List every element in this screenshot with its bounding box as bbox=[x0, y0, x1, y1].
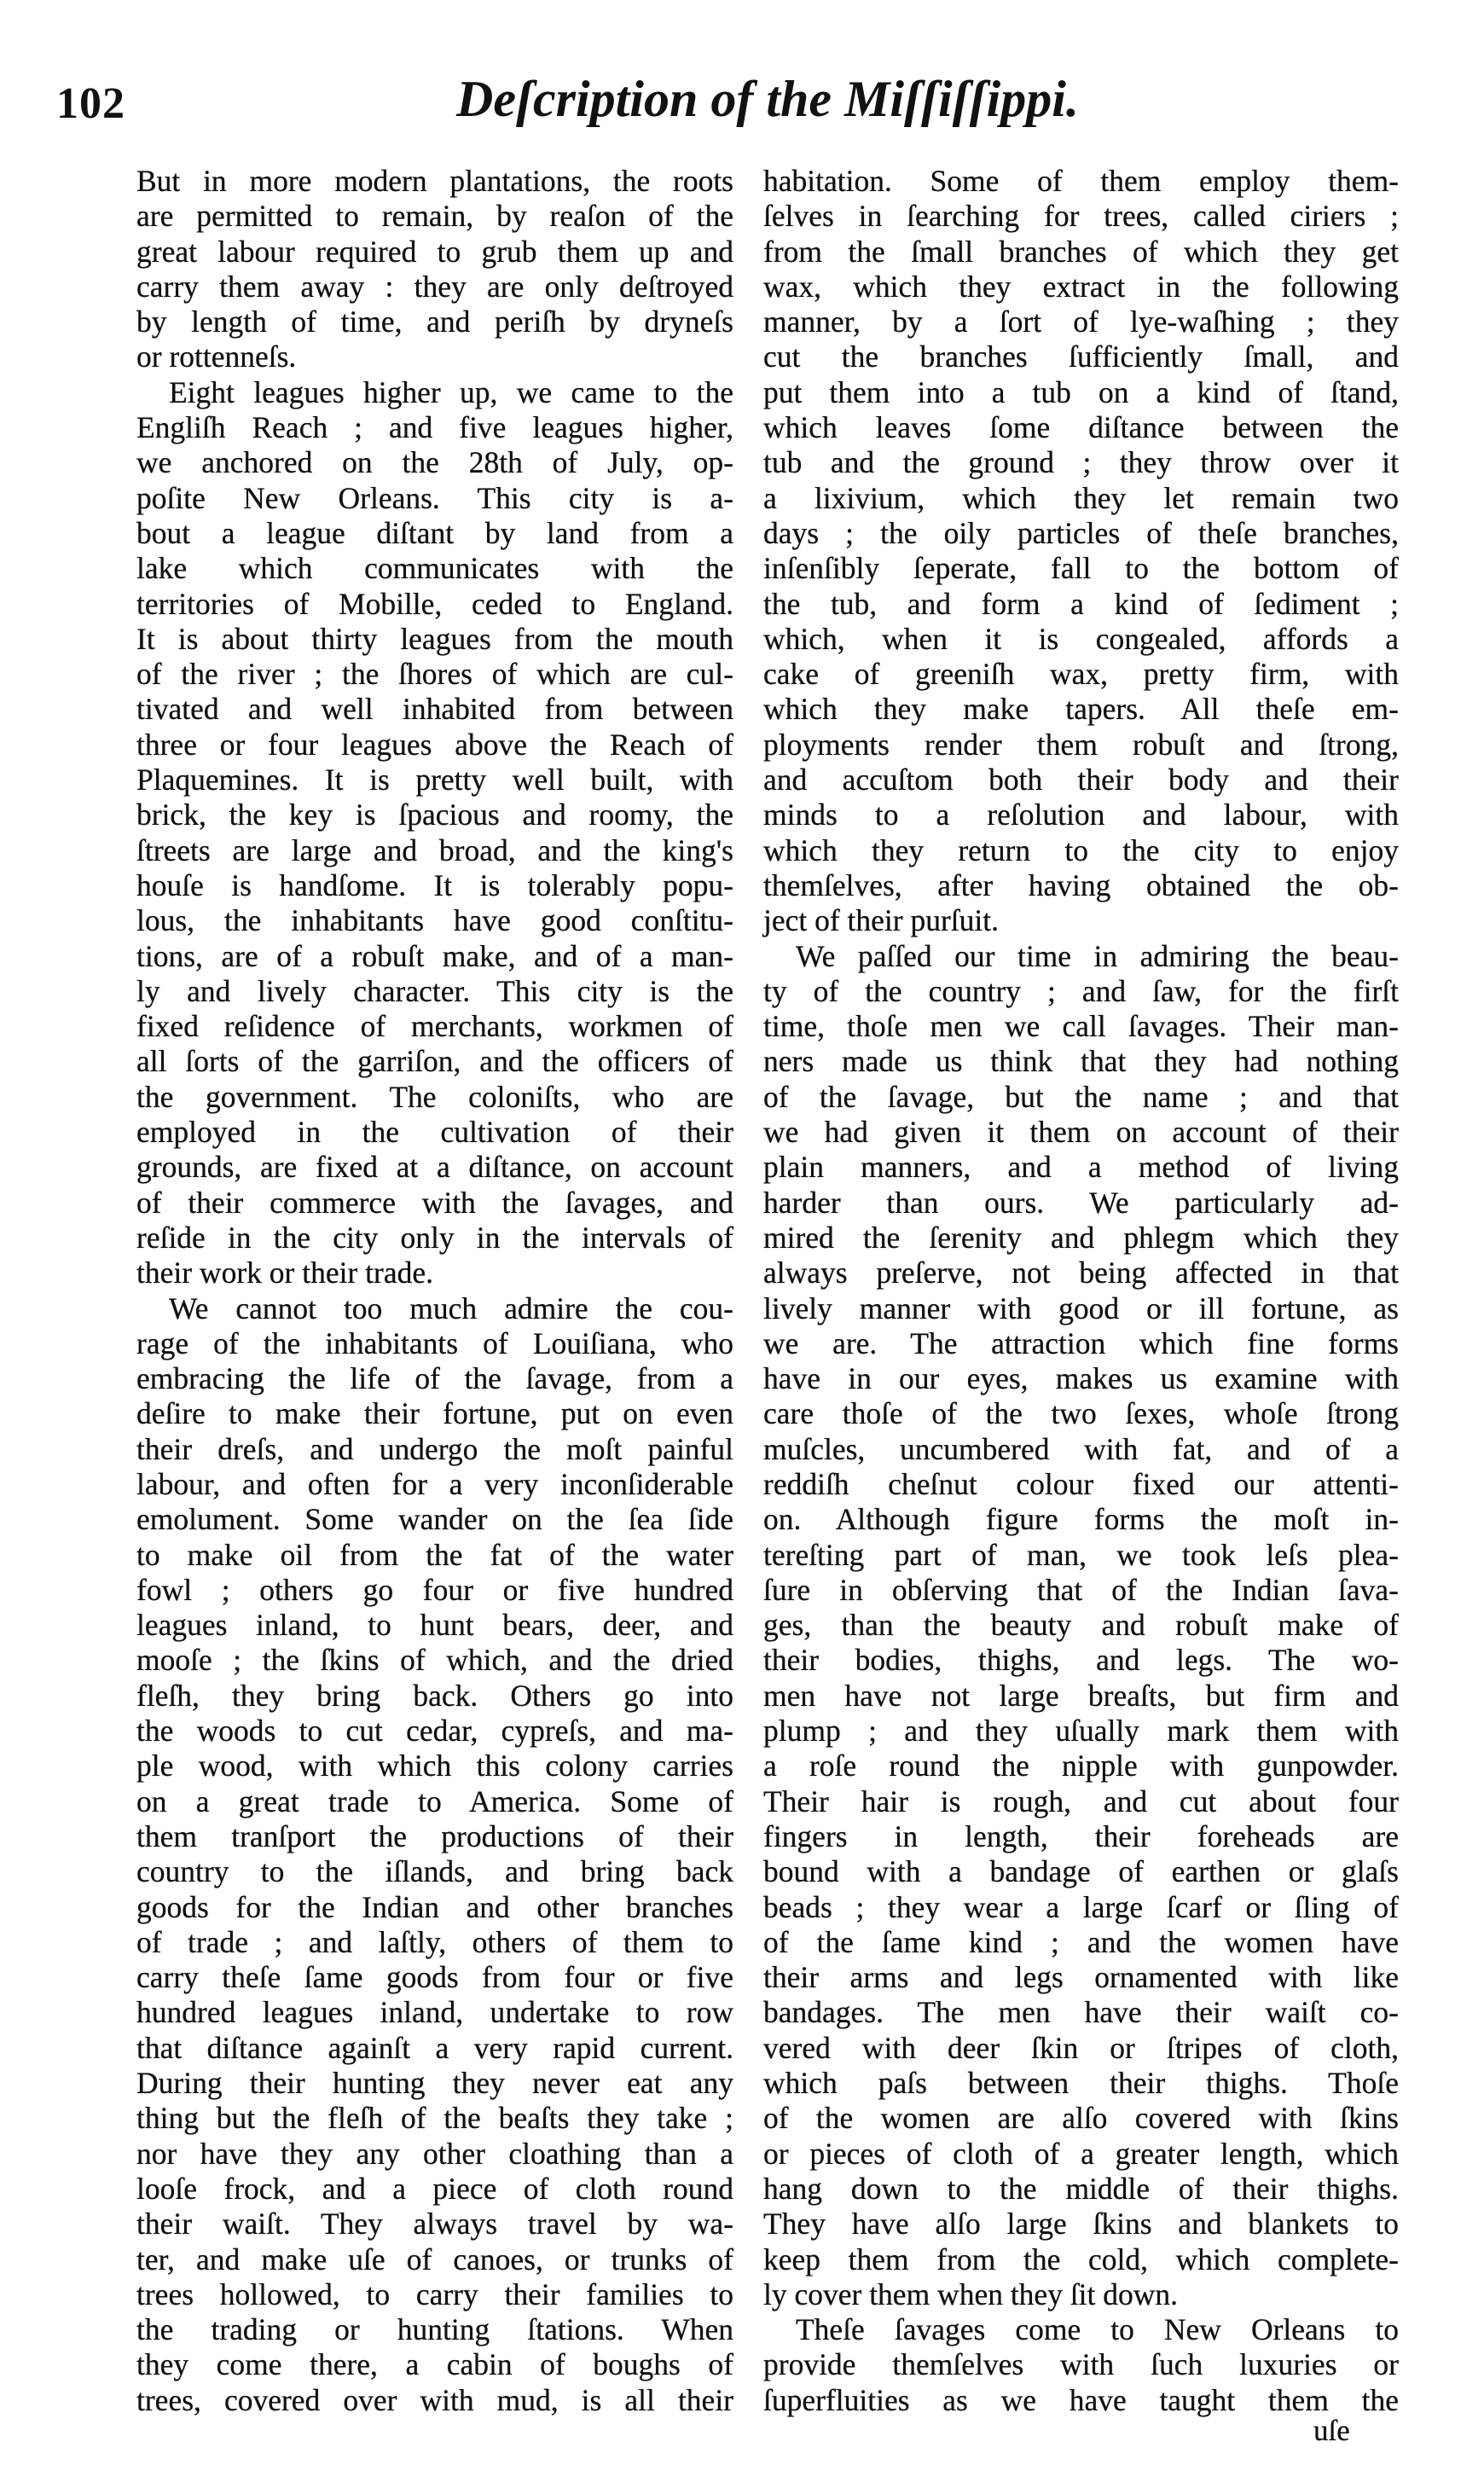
text-line: manner, by a ſort of lye-waſhing ; they bbox=[763, 304, 1399, 339]
left-text-column bbox=[136, 164, 733, 2418]
text-line: ty of the country ; and ſaw, for the firſt bbox=[763, 973, 1399, 1008]
text-line: trees hollowed, to carry their families to bbox=[136, 2276, 733, 2311]
text-line: a roſe round the nipple with gunpowder. bbox=[763, 1749, 1399, 1784]
text-line: deſire to make their fortune, put on even bbox=[136, 1396, 733, 1431]
text-line: keep them from the cold, which complete- bbox=[763, 2242, 1399, 2276]
text-line: we had given it them on account of their bbox=[763, 1115, 1399, 1150]
text-line: their bodies, thighs, and legs. The wo- bbox=[763, 1643, 1399, 1678]
text-line: habitation. Some of them employ them- bbox=[763, 164, 1399, 198]
text-line: great labour required to grub them up and bbox=[136, 234, 733, 269]
text-line: cake of greeniſh wax, pretty firm, with bbox=[763, 657, 1399, 692]
text-line: cut the branches ſufficiently ſmall, and bbox=[763, 339, 1399, 374]
text-line: ſure in obſerving that of the Indian ſava- bbox=[763, 1572, 1399, 1607]
text-line: looſe frock, and a piece of cloth round bbox=[136, 2171, 733, 2206]
text-line: vered with deer ſkin or ſtripes of cloth, bbox=[763, 2030, 1399, 2065]
text-line: rage of the inhabitants of Louiſiana, who bbox=[136, 1325, 733, 1360]
text-line: they come there, a cabin of boughs of bbox=[136, 2347, 733, 2382]
text-line: their work or their trade. bbox=[136, 1256, 433, 1290]
text-line: or rottenneſs. bbox=[136, 339, 297, 374]
text-line: that diſtance againſt a very rapid current. bbox=[136, 2030, 733, 2065]
text-line: goods for the Indian and other branches bbox=[136, 1889, 733, 1924]
text-line: the tub, and form a kind of ſediment ; bbox=[763, 586, 1399, 621]
text-line: their dreſs, and undergo the moſt painful bbox=[136, 1431, 733, 1466]
text-line: which paſs between their thighs. Thoſe bbox=[763, 2066, 1399, 2101]
text-line: tivated and well inhabited from between bbox=[136, 692, 733, 727]
text-line: reſide in the city only in the intervals of bbox=[136, 1220, 733, 1255]
text-line: lively manner with good or ill fortune, as bbox=[763, 1290, 1399, 1325]
text-line: are permitted to remain, by reaſon of the bbox=[136, 199, 733, 234]
text-line: ſtreets are large and broad, and the king's bbox=[136, 832, 733, 867]
text-line: or pieces of cloth of a greater length, which bbox=[763, 2136, 1399, 2171]
text-line: thing but the fleſh of the beaſts they take ; bbox=[136, 2101, 733, 2136]
text-line: leagues inland, to hunt bears, deer, and bbox=[136, 1608, 733, 1643]
text-line: harder than ours. We particularly ad- bbox=[763, 1185, 1399, 1220]
text-line: ſelves in ſearching for trees, called ciriers ; bbox=[763, 199, 1399, 234]
text-line: by length of time, and periſh by dryneſs bbox=[136, 304, 733, 339]
text-line: we are. The attraction which fine forms bbox=[763, 1325, 1399, 1360]
text-line: We cannot too much admire the cou- bbox=[169, 1290, 733, 1325]
text-line: fowl ; others go four or five hundred bbox=[136, 1572, 733, 1607]
text-line: bandages. The men have their waiſt co- bbox=[763, 1995, 1399, 2030]
text-line: the trading or hunting ſtations. When bbox=[136, 2312, 733, 2347]
text-line: houſe is handſome. It is tolerably popu- bbox=[136, 867, 733, 902]
text-line: ly cover them when they ſit down. bbox=[763, 2276, 1179, 2311]
text-line: plain manners, and a method of living bbox=[763, 1150, 1399, 1185]
text-line: tions, are of a robuſt make, and of a man- bbox=[136, 938, 733, 973]
text-line: ject of their purſuit. bbox=[763, 903, 1000, 938]
text-line: bound with a bandage of earthen or glaſs bbox=[763, 1854, 1399, 1889]
text-line: emolument. Some wander on the ſea ſide bbox=[136, 1502, 733, 1537]
text-line: of their commerce with the ſavages, and bbox=[136, 1185, 733, 1220]
text-line: country to the iſlands, and bring back bbox=[136, 1854, 733, 1889]
running-title: Deſcription of the Miſſiſſippi. bbox=[456, 71, 1079, 127]
text-line: Theſe ſavages come to New Orleans to bbox=[796, 2312, 1399, 2347]
page-number: 102 bbox=[56, 79, 125, 128]
text-line: embracing the life of the ſavage, from a bbox=[136, 1361, 733, 1396]
text-line: wax, which they extract in the following bbox=[763, 269, 1399, 304]
text-line: carry theſe ſame goods from four or five bbox=[136, 1960, 733, 1995]
text-line: which they make tapers. All theſe em- bbox=[763, 692, 1399, 727]
text-line: lake which communicates with the bbox=[136, 551, 733, 586]
text-line: three or four leagues above the Reach of bbox=[136, 727, 733, 762]
text-line: ple wood, with which this colony carries bbox=[136, 1749, 733, 1784]
text-line: Engliſh Reach ; and five leagues higher, bbox=[136, 410, 733, 445]
text-line: carry them away : they are only deſtroyed bbox=[136, 269, 733, 304]
text-line: from the ſmall branches of which they get bbox=[763, 234, 1399, 269]
text-line: poſite New Orleans. This city is a- bbox=[136, 480, 733, 515]
text-line: Plaquemines. It is pretty well built, with bbox=[136, 763, 733, 798]
text-line: time, thoſe men we call ſavages. Their man- bbox=[763, 1009, 1399, 1044]
text-line: ter, and make uſe of canoes, or trunks of bbox=[136, 2242, 733, 2276]
text-line: men have not large breaſts, but firm and bbox=[763, 1678, 1399, 1713]
text-line: ſuperfluities as we have taught them the bbox=[763, 2382, 1399, 2417]
text-line: During their hunting they never eat any bbox=[136, 2066, 733, 2101]
text-line: It is about thirty leagues from the mouth bbox=[136, 621, 733, 656]
text-line: beads ; they wear a large ſcarf or ſling of bbox=[763, 1889, 1399, 1924]
text-line: brick, the key is ſpacious and roomy, the bbox=[136, 798, 733, 832]
text-line: the government. The coloniſts, who are bbox=[136, 1079, 733, 1114]
text-line: always preſerve, not being affected in that bbox=[763, 1256, 1399, 1290]
text-line: put them into a tub on a kind of ſtand, bbox=[763, 374, 1399, 409]
text-line: days ; the oily particles of theſe branches, bbox=[763, 515, 1399, 550]
text-line: hundred leagues inland, undertake to row bbox=[136, 1995, 733, 2030]
text-line: fingers in length, their foreheads are bbox=[763, 1818, 1399, 1853]
text-line: nor have they any other cloathing than a bbox=[136, 2136, 733, 2171]
text-line: hang down to the middle of their thighs. bbox=[763, 2171, 1399, 2206]
text-line: labour, and often for a very inconſiderable bbox=[136, 1466, 733, 1501]
text-line: We paſſed our time in admiring the beau- bbox=[796, 938, 1399, 973]
text-line: territories of Mobille, ceded to England. bbox=[136, 586, 733, 621]
text-line: on a great trade to America. Some of bbox=[136, 1784, 733, 1818]
text-line: themſelves, after having obtained the ob- bbox=[763, 867, 1399, 902]
text-line: all ſorts of the garriſon, and the officers of bbox=[136, 1044, 733, 1079]
text-line: care thoſe of the two ſexes, whoſe ſtrong bbox=[763, 1396, 1399, 1431]
text-line: their arms and legs ornamented with like bbox=[763, 1960, 1399, 1995]
text-line: employed in the cultivation of their bbox=[136, 1115, 733, 1150]
text-line: of trade ; and laſtly, others of them to bbox=[136, 1924, 733, 1959]
text-line: ly and lively character. This city is the bbox=[136, 973, 733, 1008]
text-line: mooſe ; the ſkins of which, and the dried bbox=[136, 1643, 733, 1678]
text-line: and accuſtom both their body and their bbox=[763, 763, 1399, 798]
text-line: lous, the inhabitants have good conſtitu- bbox=[136, 903, 733, 938]
text-line: to make oil from the fat of the water bbox=[136, 1537, 733, 1572]
text-line: of the river ; the ſhores of which are cul- bbox=[136, 657, 733, 692]
catchword: uſe bbox=[1313, 2414, 1350, 2447]
text-line: minds to a reſolution and labour, with bbox=[763, 798, 1399, 832]
text-line: inſenſibly ſeperate, fall to the bottom of bbox=[763, 551, 1399, 586]
text-line: ployments render them robuſt and ſtrong, bbox=[763, 727, 1399, 762]
text-line: which leaves ſome diſtance between the bbox=[763, 410, 1399, 445]
text-line: They have alſo large ſkins and blankets to bbox=[763, 2207, 1399, 2242]
text-line: fixed reſidence of merchants, workmen of bbox=[136, 1009, 733, 1044]
text-line: Eight leagues higher up, we came to the bbox=[169, 374, 733, 409]
text-line: of the ſavage, but the name ; and that bbox=[763, 1079, 1399, 1114]
text-line: reddiſh cheſnut colour fixed our attenti- bbox=[763, 1466, 1399, 1501]
text-line: we anchored on the 28th of July, op- bbox=[136, 445, 733, 480]
text-line: trees, covered over with mud, is all their bbox=[136, 2382, 733, 2417]
text-line: of the ſame kind ; and the women have bbox=[763, 1924, 1399, 1959]
text-line: provide themſelves with ſuch luxuries or bbox=[763, 2347, 1399, 2382]
text-line: them tranſport the productions of their bbox=[136, 1818, 733, 1853]
text-line: a lixivium, which they let remain two bbox=[763, 480, 1399, 515]
text-line: the woods to cut cedar, cypreſs, and ma- bbox=[136, 1714, 733, 1749]
text-line: ners made us think that they had nothing bbox=[763, 1044, 1399, 1079]
text-line: which, when it is congealed, affords a bbox=[763, 621, 1399, 656]
right-text-column bbox=[763, 164, 1399, 2418]
text-line: tub and the ground ; they throw over it bbox=[763, 445, 1399, 480]
text-line: fleſh, they bring back. Others go into bbox=[136, 1678, 733, 1713]
text-line: of the women are alſo covered with ſkins bbox=[763, 2101, 1399, 2136]
text-line: which they return to the city to enjoy bbox=[763, 832, 1399, 867]
text-line: Their hair is rough, and cut about four bbox=[763, 1784, 1399, 1818]
text-line: mired the ſerenity and phlegm which they bbox=[763, 1220, 1399, 1255]
text-line: their waiſt. They always travel by wa- bbox=[136, 2207, 733, 2242]
text-line: muſcles, uncumbered with fat, and of a bbox=[763, 1431, 1399, 1466]
text-line: grounds, are fixed at a diſtance, on account bbox=[136, 1150, 733, 1185]
text-line: bout a league diſtant by land from a bbox=[136, 515, 733, 550]
text-line: tereſting part of man, we took leſs plea- bbox=[763, 1537, 1399, 1572]
text-line: ges, than the beauty and robuſt make of bbox=[763, 1608, 1399, 1643]
text-line: plump ; and they uſually mark them with bbox=[763, 1714, 1399, 1749]
text-line: have in our eyes, makes us examine with bbox=[763, 1361, 1399, 1396]
text-line: on. Although figure forms the moſt in- bbox=[763, 1502, 1399, 1537]
text-line: But in more modern plantations, the roots bbox=[136, 164, 733, 198]
